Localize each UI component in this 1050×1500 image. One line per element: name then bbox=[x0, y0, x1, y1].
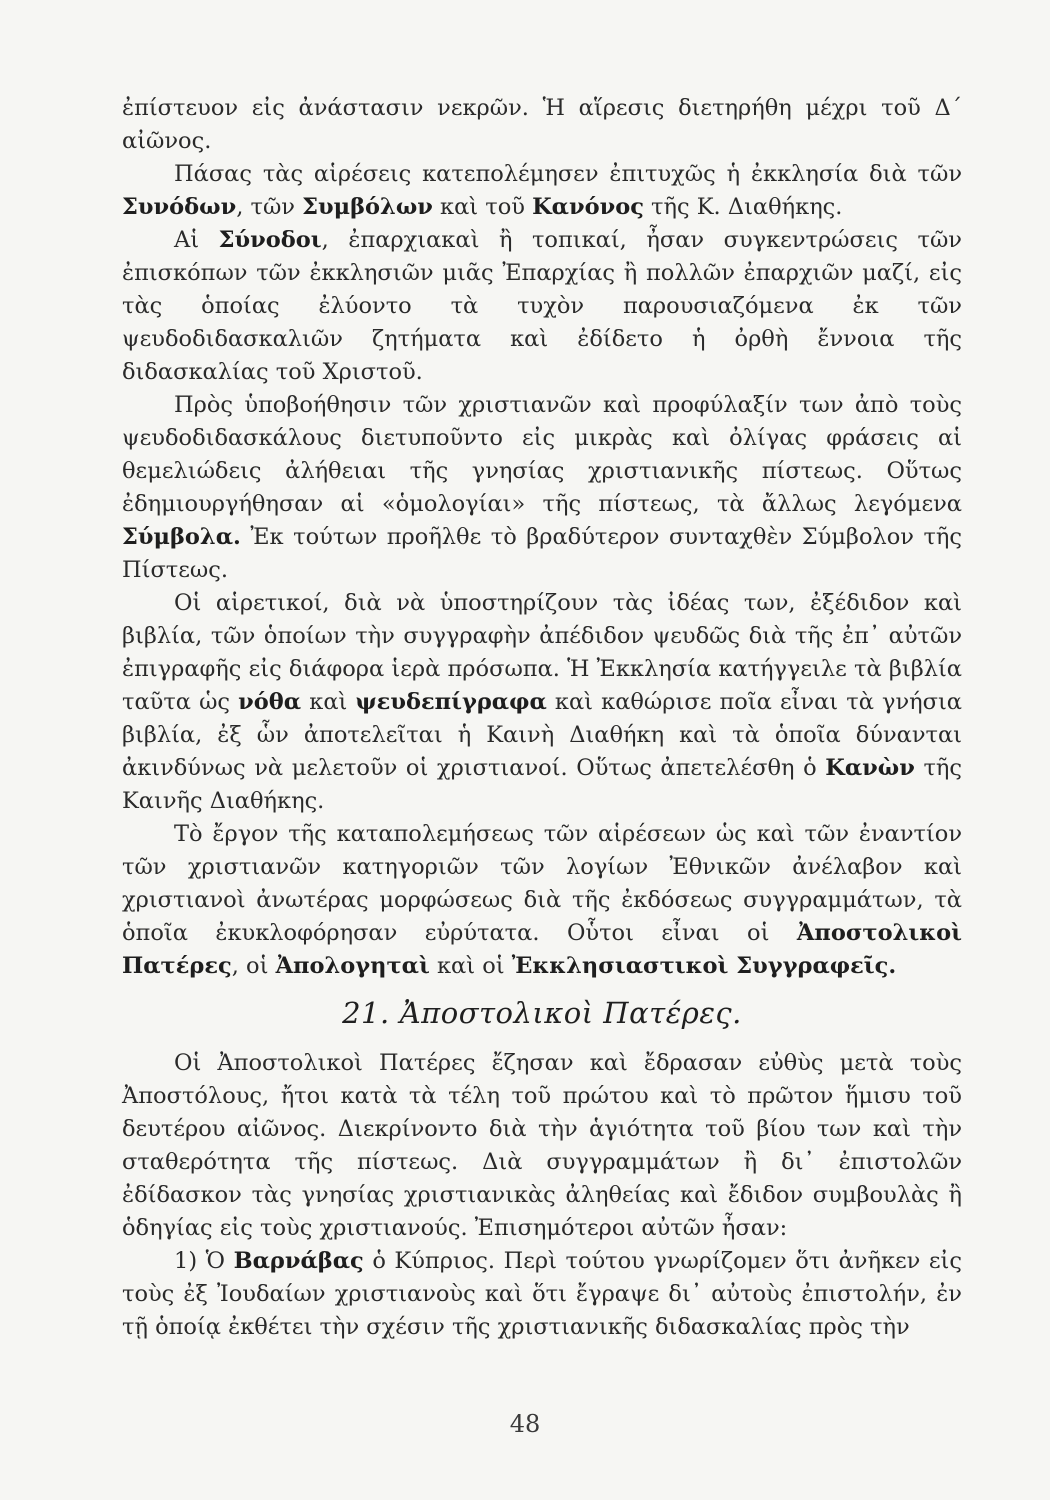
paragraph-writers: Τὸ ἔργον τῆς καταπολεμήσεως τῶν αἱρέσεων ὡς καὶ τῶν ἐναντίον τῶν χριστιανῶν κατηγοριῶν τῶν λογίων Ἐθνικῶν ἀνέλαβον καὶ χριστιανοὶ ἀνωτέρας μορφώσεως διὰ τῆς ἐκδόσεως συγγραμμάτων, τὰ ὁποῖα ἐκυκλοφόρησαν εὐρύτατα. Οὗτοι εἶναι οἱ Ἀποστολικοὶ Πατέρες, οἱ Ἀπολογηταὶ καὶ οἱ Ἐκκλησιαστικοὶ Συγγραφεῖς. bbox=[122, 821, 962, 979]
term-symbols: Συμβόλων bbox=[302, 194, 433, 220]
paragraph-barnabas: 1) Ὁ Βαρνάβας ὁ Κύπριος. Περὶ τούτου γνωρίζομεν ὅτι ἀνῆκεν εἰς τοὺς ἐξ Ἰουδαίων χριστιανοὺς καὶ ὅτι ἔγραψε δι᾿ αὐτοὺς ἐπιστολήν, ἐν τῇ ὁποίᾳ ἐκθέτει τὴν σχέσιν τῆς χριστιανικῆς διδασκαλίας πρὸς τὴν bbox=[122, 1248, 962, 1340]
paragraph-apocrypha: Οἱ αἱρετικοί, διὰ νὰ ὑποστηρίζουν τὰς ἰδέας των, ἐξέδιδον καὶ βιβλία, τῶν ὁποίων τὴν συγγραφὴν ἀπέδιδον ψευδῶς διὰ τῆς ἐπ᾿ αὐτῶν ἐπιγραφῆς εἰς διάφορα ἱερὰ πρόσωπα. Ἡ Ἐκκλησία κατήγγειλε τὰ βιβλία ταῦτα ὡς νόθα καὶ ψευδεπίγραφα καὶ καθώρισε ποῖα εἶναι τὰ γνήσια βιβλία, ἐξ ὧν ἀποτελεῖται ἡ Καινὴ Διαθήκη καὶ τὰ ὁποῖα δύνανται ἀκινδύνως νὰ μελετοῦν οἱ χριστιανοί. Οὕτως ἀπετελέσθη ὁ Κανὼν τῆς Καινῆς Διαθήκης. bbox=[122, 590, 962, 814]
paragraph-apostolic-fathers: Οἱ Ἀποστολικοὶ Πατέρες ἔζησαν καὶ ἔδρασαν εὐθὺς μετὰ τοὺς Ἀποστόλους, ἤτοι κατὰ τὰ τέλη τοῦ πρώτου καὶ τὸ πρῶτον ἥμισυ τοῦ δευτέρου αἰῶνος. Διεκρίνοντο διὰ τὴν ἁγιότητα τοῦ βίου των καὶ τὴν σταθερότητα τῆς πίστεως. Διὰ συγγραμμάτων ἢ δι᾿ ἐπιστολῶν ἐδίδασκον τὰς γνησίας χριστιανικὰς ἀληθείας καὶ ἔδιδον συμβουλὰς ἢ ὁδηγίας εἰς τοὺς χριστιανούς. Ἐπισημότεροι αὐτῶν ἦσαν: bbox=[122, 1050, 962, 1241]
term-symbola: Σύμβολα. bbox=[122, 524, 241, 550]
page-number: 48 bbox=[509, 1410, 541, 1438]
term-canon: Κανόνος bbox=[532, 194, 644, 220]
section-title: Ἀποστολικοὶ Πατέρες. bbox=[399, 996, 742, 1030]
section-heading bbox=[122, 995, 962, 1031]
paragraph-synods: Αἱ Σύνοδοι, ἐπαρχιακαὶ ἢ τοπικαί, ἦσαν συγκεντρώσεις τῶν ἐπισκόπων τῶν ἐκκλησιῶν μιᾶς Ἐπαρχίας ἢ πολλῶν ἐπαρχιῶν μαζί, εἰς τὰς ὁποίας ἐλύοντο τὰ τυχὸν παρουσιαζόμενα ἐκ τῶν ψευδοδιδασκαλιῶν ζητήματα καὶ ἐδίδετο ἡ ὀρθὴ ἔννοια τῆς διδασκαλίας τοῦ Χριστοῦ. bbox=[122, 227, 962, 385]
page-text-block bbox=[122, 92, 962, 1344]
term-barnabas: Βαρνάβας bbox=[233, 1248, 364, 1274]
term-synods-2: Σύνοδοι bbox=[218, 227, 322, 253]
section-number: 21. bbox=[342, 996, 390, 1030]
paragraph-heresies-combated: Πάσας τὰς αἱρέσεις κατεπολέμησεν ἐπιτυχῶς ἡ ἐκκλησία διὰ τῶν Συνόδων, τῶν Συμβόλων καὶ τοῦ Κανόνος τῆς Κ. Διαθήκης. bbox=[122, 161, 962, 220]
term-apologists: Ἀπολογηταὶ bbox=[275, 953, 430, 979]
paragraph-symbols: Πρὸς ὑποβοήθησιν τῶν χριστιανῶν καὶ προφύλαξίν των ἀπὸ τοὺς ψευδοδιδασκάλους διετυποῦντο εἰς μικρὰς καὶ ὀλίγας φράσεις αἱ θεμελιώδεις ἀλήθειαι τῆς γνησίας χριστιανικῆς πίστεως. Οὕτως ἐδημιουργήθησαν αἱ «ὁμολογίαι» τῆς πίστεως, τὰ ἄλλως λεγόμενα Σύμβολα. Ἐκ τούτων προῆλθε τὸ βραδύτερον συνταχθὲν Σύμβολον τῆς Πίστεως. bbox=[122, 392, 962, 583]
term-synods: Συνόδων bbox=[122, 194, 237, 220]
term-church-writers: Ἐκκλησιαστικοὶ Συγγραφεῖς. bbox=[511, 953, 897, 979]
term-notha: νόθα bbox=[238, 689, 302, 715]
term-apostolic-fathers: Ἀποστολικοὶ Πατέρες bbox=[122, 920, 962, 979]
term-pseudepigrapha: ψευδεπίγραφα bbox=[355, 689, 547, 715]
term-kanon: Κανὼν bbox=[825, 755, 915, 781]
paragraph-continuation: ἐπίστευον εἰς ἀνάστασιν νεκρῶν. Ἡ αἵρεσις διετηρήθη μέχρι τοῦ Δ΄ αἰῶνος. bbox=[122, 95, 962, 154]
